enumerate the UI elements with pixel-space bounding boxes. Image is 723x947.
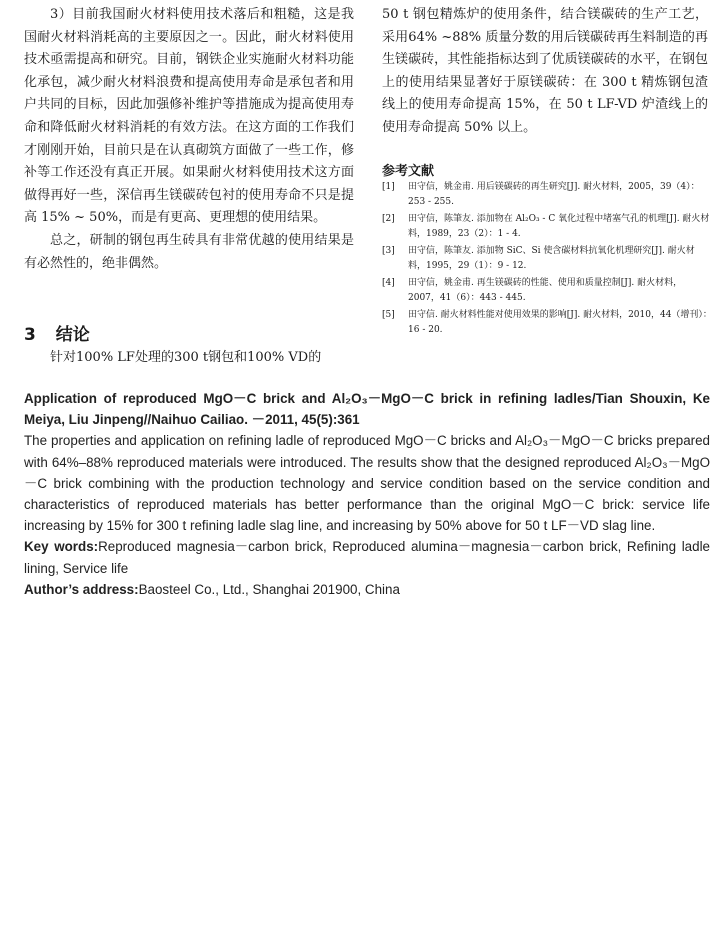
keywords-label: Key words:	[24, 539, 99, 555]
reference-tag: [3]	[382, 246, 395, 256]
abstract-title: Application of reproduced MgO－C brick and Al₂O₃－MgO－C brick in refining ladles/Tian Shouxin, Ke Meiya, Liu Jinpeng//Naihuo Cailiao. －2011, 45(5):361	[24, 391, 710, 428]
reference-text: 田守信，姚金甫. 用后镁碳砖的再生研究[J]. 耐火材料，2005，39（4）：253 - 255.	[408, 182, 700, 207]
reference-list	[382, 180, 712, 340]
section-heading	[24, 320, 90, 345]
reference-item	[382, 180, 712, 209]
body-paragraph: 3）目前我国耐火材料使用技术落后和粗糙，这是我国耐火材料消耗高的主要原因之一。因此，耐火材料使用技术亟需提高和研究。目前，钢铁企业实施耐火材料功能化承包，减少耐火材料浪费和提高使用寿命是承包者和用户共同的目标，因此加强修补维护等措施成为提高使用寿命和降低耐火材料消耗的有效方法。在这方面的工作我们才刚刚开始，目前只是在认真砌筑方面做了一些工作，修补等工作还没有真正开展。如果耐火材料使用技术这方面做得再好一些，深信再生镁碳砖包衬的使用寿命不只是提高 15% ~ 50%，而是有更高、更理想的使用结果。	[24, 7, 354, 226]
reference-text: 田守信. 耐火材料性能对使用效果的影响[J]. 耐火材料，2010，44（增刊）：16 - 20.	[408, 310, 712, 335]
reference-tag: [2]	[382, 214, 395, 224]
reference-item	[382, 276, 712, 305]
reference-tag: [5]	[382, 310, 395, 320]
left-column	[24, 4, 354, 275]
references-title: 参考文献	[382, 164, 435, 179]
reference-item	[382, 212, 712, 241]
body-paragraph: 50 t 钢包精炼炉的使用条件，结合镁碳砖的生产工艺，采用64% ~88% 质量分数的用后镁碳砖再生料制造的再生镁碳砖，其性能指标达到了优质镁碳砖的水平，在钢包上的使用结果显著好于原镁碳砖：在 300 t 精炼钢包渣线上的使用寿命提高 15%，在 50 t LF-VD 炉渣线上的使用寿命提高 50% 以上。	[382, 7, 708, 135]
address-text: Baosteel Co., Ltd., Shanghai 201900, China	[138, 581, 400, 597]
english-abstract	[24, 388, 710, 600]
abstract-body: The properties and application on refining ladle of reproduced MgO－C bricks and Al₂O₃－MgO－C bricks prepared with 64%–88% reproduced materials were introduced. The results show that the designed reproduced Al₂O₃－MgO－C brick combining with the production technology and service condition based on the service condition and characteristics of reproduced materials has better performance than the original MgO－C brick: service life increasing by 15% for 300 t refining ladle slag line, and increasing by 50% above for 50 t LF－VD slag line.	[24, 433, 710, 534]
body-paragraph: 总之，研制的钢包再生砖具有非常优越的使用结果是有必然性的，绝非偶然。	[24, 232, 354, 271]
section-title: 结论	[55, 325, 90, 345]
keywords-text: Reproduced magnesia－carbon brick, Reproduced alumina－magnesia－carbon brick, Refining ladle lining, Service life	[24, 539, 710, 576]
reference-tag: [4]	[382, 278, 395, 288]
reference-text: 田守信，陈筆友. 添加物在 Al₂O₃ - C 氧化过程中堵塞气孔的机理[J]. 耐火材料，1989，23（2）：1 - 4.	[408, 214, 710, 239]
section-number: 3	[24, 325, 36, 345]
reference-item	[382, 308, 712, 337]
reference-tag: [1]	[382, 182, 395, 192]
keywords-line	[24, 536, 710, 578]
address-line	[24, 579, 710, 600]
address-label: Author’s address:	[24, 581, 139, 597]
reference-text: 田守信，姚金甫. 再生镁碳砖的性能、使用和质量控制[J]. 耐火材料，2007，41（6）：443 - 445.	[408, 278, 683, 303]
reference-item	[382, 244, 712, 273]
right-column	[382, 4, 708, 140]
reference-text: 田守信，陈筆友. 添加物 SiC、Si 使含碳材料抗氧化机理研究[J]. 耐火材料，1995，29（1）：9 - 12.	[408, 246, 695, 271]
body-paragraph: 针对100% LF处理的300 t钢包和100% VD的	[50, 350, 322, 365]
